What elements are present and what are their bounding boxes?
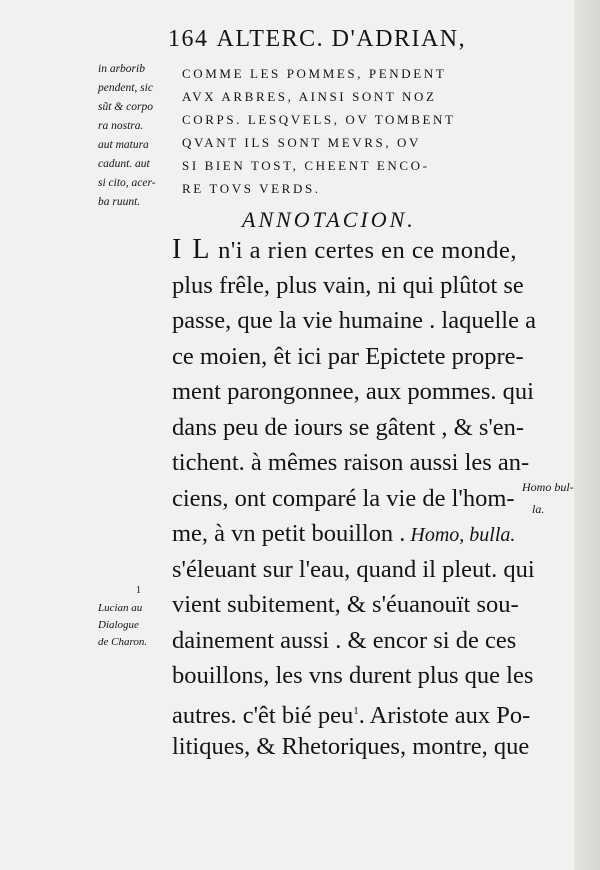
latin-line: sũt & corpo — [98, 101, 153, 113]
footnote-reference: 1 — [353, 704, 359, 717]
running-title: ALTERC. D'ADRIAN, — [216, 26, 467, 52]
verse-line: SI BIEN TOST, CHEENT ENCO- — [182, 158, 430, 173]
verse-line: RE TOVS VERDS. — [182, 181, 321, 196]
initial-capital: I L — [172, 234, 212, 265]
body-line: ciens, ont comparé la vie de l'hom- — [172, 484, 515, 512]
latin-line: pendent, sic — [98, 82, 153, 94]
latin-line: cadunt. aut — [98, 158, 150, 170]
latin-margin-note — [98, 60, 156, 212]
annotation-body — [172, 232, 536, 765]
latin-line: ra nostra. — [98, 120, 144, 132]
body-line: passe, que la vie humaine . laquelle a — [172, 307, 536, 334]
annotation-heading: ANNOTACION. — [242, 207, 416, 232]
body-line: ment parongonnee, aux pommes. qui — [172, 378, 534, 405]
verse-block — [182, 62, 456, 200]
latin-line: si cito, acer- — [98, 177, 156, 189]
body-line: dans peu de iours se gâtent , & s'en- — [172, 413, 525, 441]
body-line: me, à vn petit bouillon . Homo, bulla. — [172, 520, 516, 547]
body-line: bouillons, les vns durent plus que les — [172, 662, 534, 689]
latin-line: ba ruunt. — [98, 196, 141, 208]
body-line: I L n'i a rien certes en ce monde, — [172, 234, 518, 265]
body-line: plus frêle, plus vain, ni qui plûtot se — [172, 271, 524, 299]
body-line: dainement aussi . & encor si de ces — [172, 626, 517, 654]
latin-line: in arborib — [98, 63, 145, 75]
footnote-marker: 1 — [136, 585, 141, 596]
body-line: tichent. à mêmes raison aussi les an- — [172, 449, 530, 476]
body-line: litiques, & Rhetoriques, montre, que — [172, 733, 530, 760]
latin-phrase: Homo, bulla. — [405, 524, 516, 546]
verse-line: COMME LES POMMES, PENDENT — [182, 66, 447, 81]
page-number: 164 — [168, 26, 209, 52]
verse-line: QVANT ILS SONT MEVRS, OV — [182, 135, 422, 150]
verse-line: AVX ARBRES, AINSI SONT NOZ — [182, 89, 437, 104]
right-margin-note: Homo bul- la. — [522, 480, 574, 516]
verse-line: CORPS. LESQVELS, OV TOMBENT — [182, 112, 456, 127]
latin-line: aut matura — [98, 139, 149, 151]
body-line: ce moien, êt ici par Epictete propre- — [172, 342, 524, 370]
page-gutter-shadow — [574, 0, 600, 870]
body-line: autres. c'êt bié peu$^1$. Aristote aux Po- — [172, 701, 531, 729]
footnote-citation: Lucian au Dialogue de Charon. — [98, 602, 148, 648]
body-line: s'éleuant sur l'eau, quand il pleut. qui — [172, 555, 535, 583]
body-line: vient subitement, & s'éuanouït sou- — [172, 591, 519, 618]
running-header — [168, 26, 466, 53]
